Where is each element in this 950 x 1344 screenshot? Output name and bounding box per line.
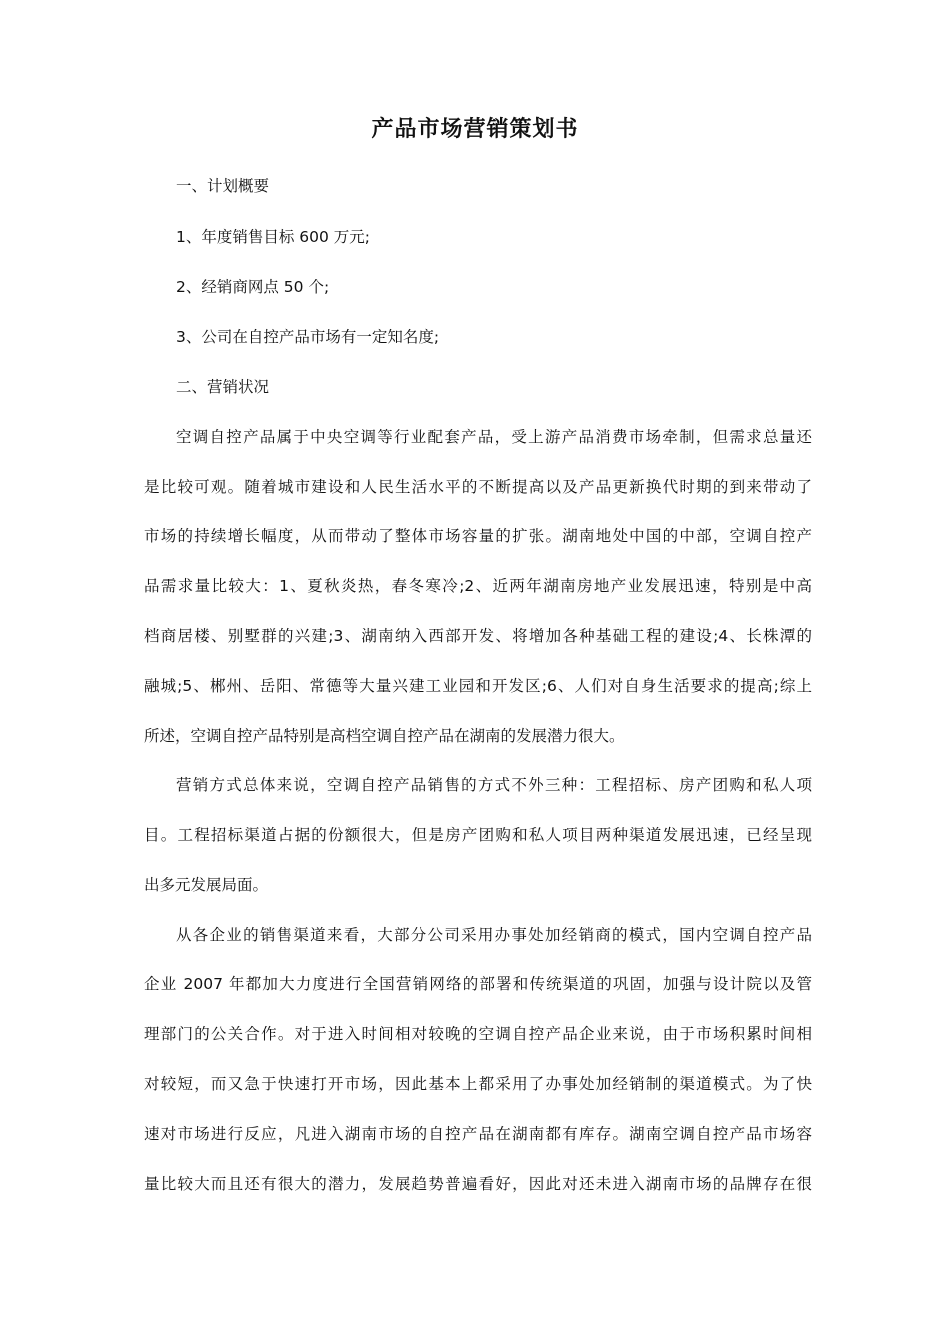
paragraph-line: 目。工程招标渠道占据的份额很大，但是房产团购和私人项目两种渠道发展迅速，已经呈现 <box>144 826 812 844</box>
paragraph-line: 融城;5、郴州、岳阳、常德等大量兴建工业园和开发区;6、人们对自身生活要求的提高;综上 <box>144 677 812 695</box>
plan-item-1: 1、年度销售目标 600 万元; <box>176 228 371 246</box>
paragraph-line: 对较短，而又急于快速打开市场，因此基本上都采用了办事处加经销制的渠道模式。为了快 <box>144 1075 812 1093</box>
heading-marketing-status: 二、营销状况 <box>176 378 270 396</box>
paragraph-line: 出多元发展局面。 <box>144 876 269 894</box>
document-title: 产品市场营销策划书 <box>371 117 579 142</box>
plan-item-2: 2、经销商网点 50 个; <box>176 278 330 296</box>
paragraph-line: 是比较可观。随着城市建设和人民生活水平的不断提高以及产品更新换代时期的到来带动了 <box>144 478 812 496</box>
paragraph-line: 市场的持续增长幅度，从而带动了整体市场容量的扩张。湖南地处中国的中部，空调自控产 <box>144 527 812 545</box>
plan-item-3: 3、公司在自控产品市场有一定知名度; <box>176 328 440 346</box>
paragraph-line: 品需求量比较大：1、夏秋炎热，春冬寒冷;2、近两年湖南房地产业发展迅速，特别是中高 <box>144 577 812 595</box>
paragraph-line: 空调自控产品属于中央空调等行业配套产品，受上游产品消费市场牵制，但需求总量还 <box>176 428 812 446</box>
paragraph-line: 企业 2007 年都加大力度进行全国营销网络的部署和传统渠道的巩固，加强与设计院以及管 <box>144 975 812 993</box>
paragraph-line: 从各企业的销售渠道来看，大部分公司采用办事处加经销商的模式，国内空调自控产品 <box>176 926 812 944</box>
paragraph-line: 理部门的公关合作。对于进入时间相对较晚的空调自控产品企业来说，由于市场积累时间相 <box>144 1025 812 1043</box>
paragraph-line: 档商居楼、别墅群的兴建;3、湖南纳入西部开发、将增加各种基础工程的建设;4、长株潭的 <box>144 627 812 645</box>
heading-plan-summary: 一、计划概要 <box>176 177 270 195</box>
paragraph-line: 所述，空调自控产品特别是高档空调自控产品在湖南的发展潜力很大。 <box>144 727 625 745</box>
paragraph-line: 速对市场进行反应，凡进入湖南市场的自控产品在湖南都有库存。湖南空调自控产品市场容 <box>144 1125 812 1143</box>
paragraph-line: 量比较大而且还有很大的潜力，发展趋势普遍看好，因此对还未进入湖南市场的品牌存在很 <box>144 1175 812 1193</box>
paragraph-line: 营销方式总体来说，空调自控产品销售的方式不外三种：工程招标、房产团购和私人项 <box>176 776 812 794</box>
